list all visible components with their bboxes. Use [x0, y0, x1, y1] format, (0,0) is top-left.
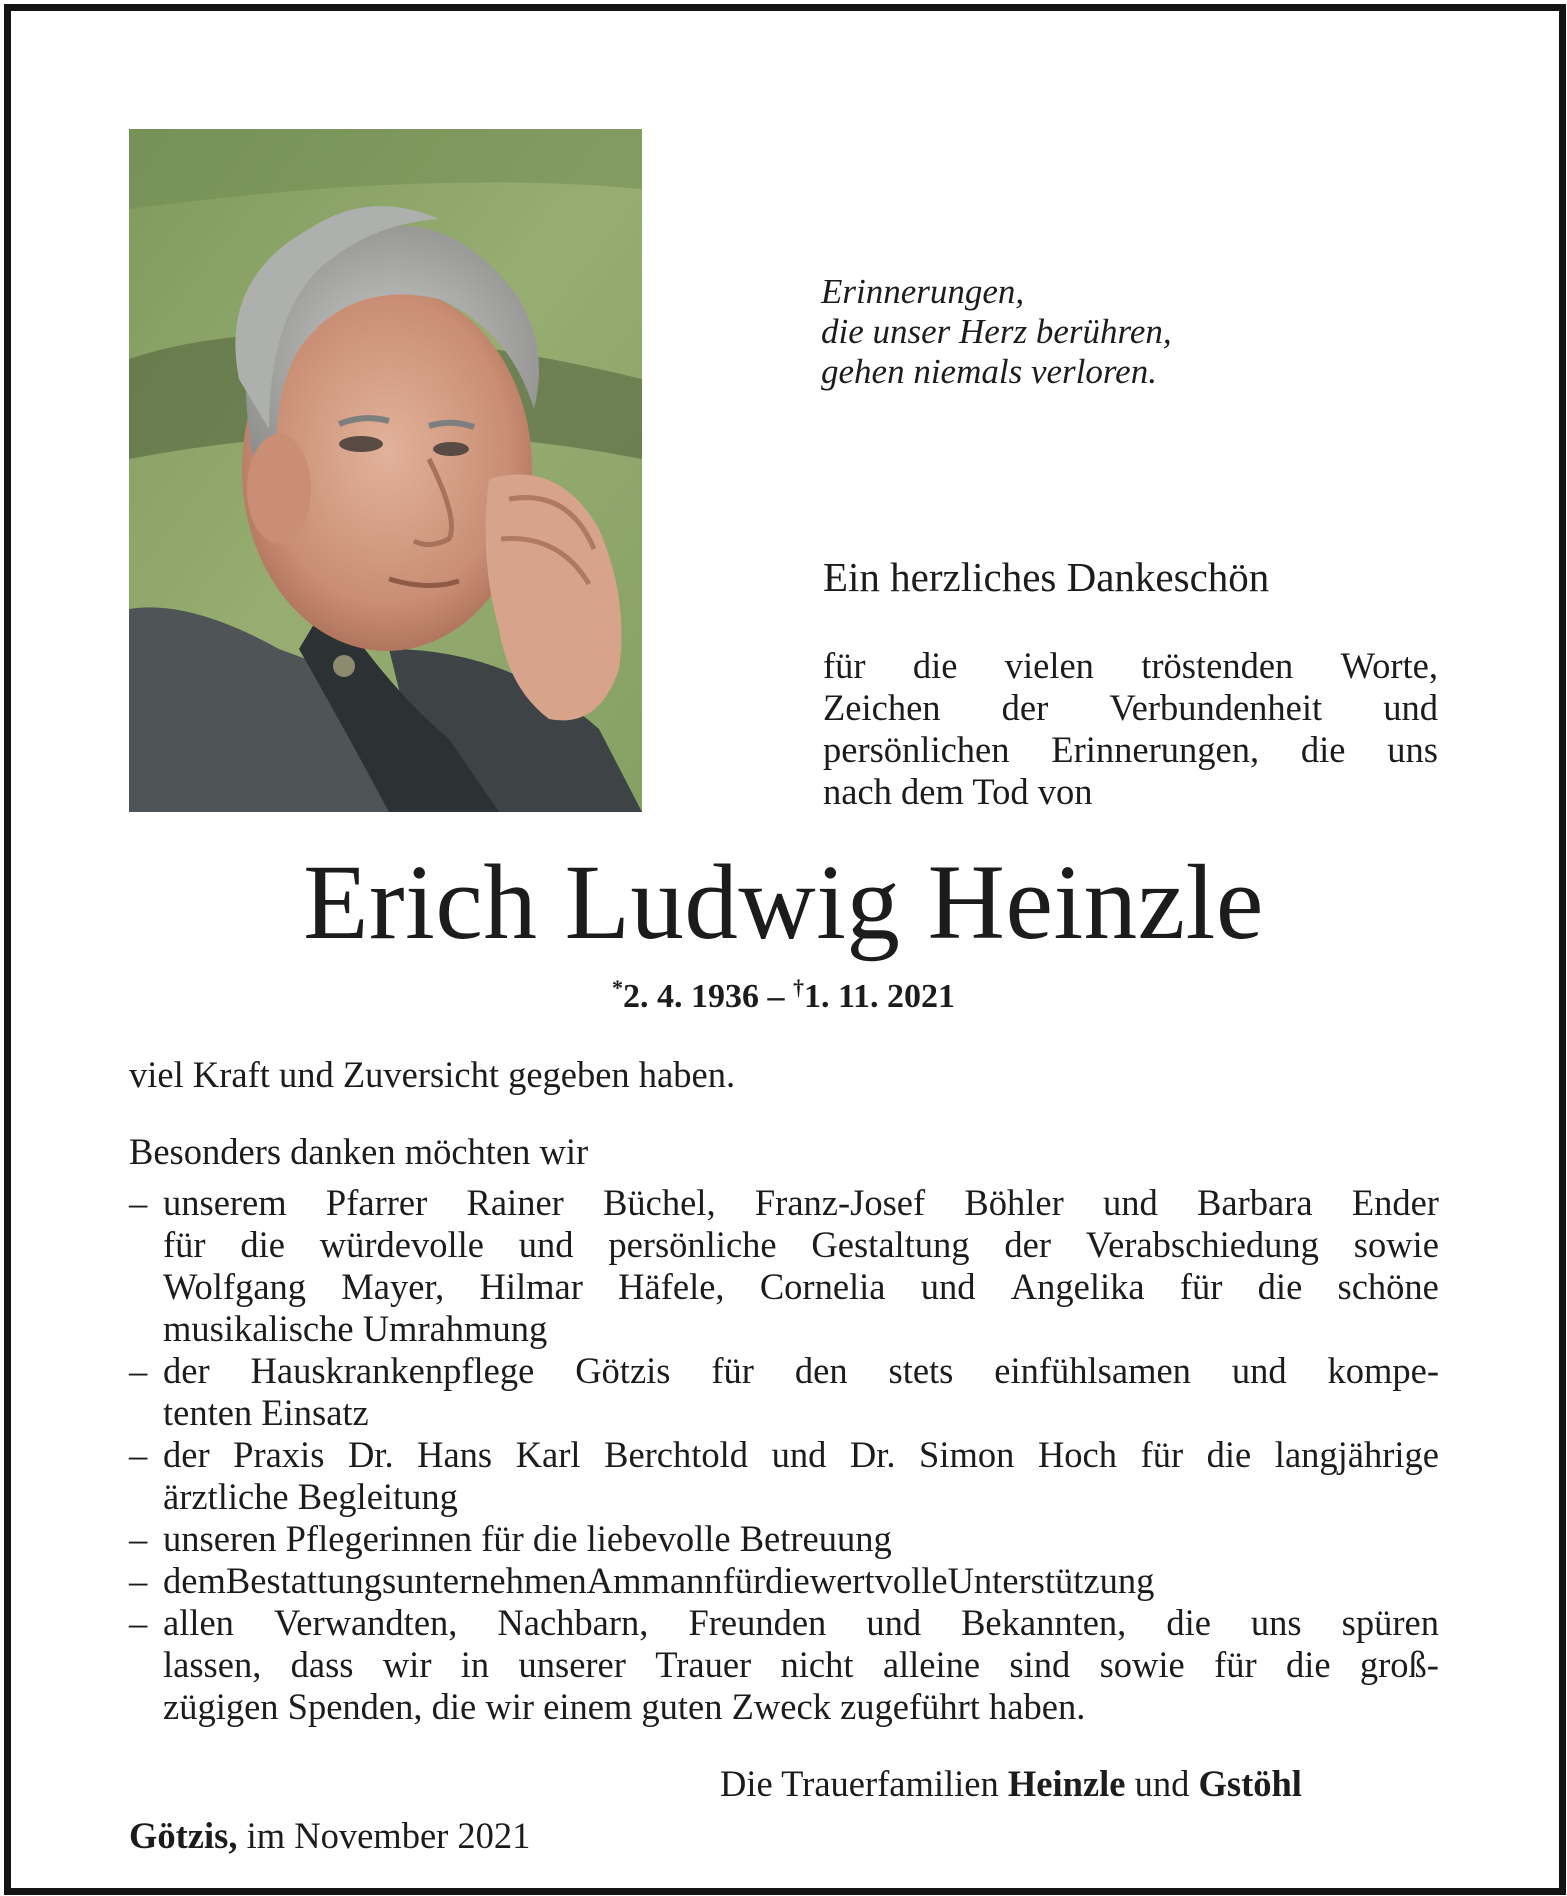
intro-line	[823, 771, 1438, 813]
word: Franz-Josef	[754, 1182, 926, 1223]
word: Verabschiedung	[1085, 1224, 1319, 1265]
word: Worte,	[1340, 645, 1438, 686]
word: der	[1001, 687, 1049, 728]
word: Dr.	[347, 1434, 394, 1475]
word: Ammann	[586, 1560, 723, 1601]
word: Hilmar	[479, 1266, 583, 1307]
word: groß-	[1359, 1644, 1439, 1685]
word: für	[711, 1350, 754, 1391]
word: dass	[290, 1644, 354, 1685]
place-date	[129, 1814, 530, 1857]
word: sowie	[1099, 1644, 1185, 1685]
thanks-item-line	[163, 1434, 1439, 1476]
thanks-list	[129, 1182, 1439, 1728]
word: langjährige	[1274, 1434, 1439, 1475]
word: die	[240, 1224, 285, 1265]
word: Dr.	[849, 1434, 896, 1475]
word: in	[460, 1644, 490, 1685]
thanks-item-line	[163, 1560, 1439, 1602]
word: unserem	[163, 1182, 287, 1223]
word: und	[920, 1266, 976, 1307]
bullet-dash: –	[129, 1350, 148, 1391]
word: Karl	[515, 1434, 581, 1475]
word: Zeichen	[823, 687, 941, 728]
birth-date: 2. 4. 1936	[622, 978, 759, 1015]
word: die	[912, 645, 958, 686]
deceased-name: Erich Ludwig Heinzle	[303, 844, 1264, 962]
word: Freunden	[688, 1602, 827, 1643]
thanks-item	[129, 1182, 1439, 1350]
word: Hans	[417, 1434, 493, 1475]
continuation-text: viel Kraft und Zuversicht gegeben haben.	[129, 1054, 736, 1095]
thanks-item-line	[163, 1308, 1439, 1350]
thanks-item	[129, 1560, 1439, 1602]
word: zügigen Spenden, die wir einem guten Zweck zugeführt haben.	[163, 1686, 1086, 1727]
word: der	[1004, 1224, 1051, 1265]
word: für	[1140, 1434, 1184, 1475]
word: allen	[163, 1602, 234, 1643]
word: der	[163, 1350, 210, 1391]
word: die	[1300, 729, 1346, 770]
word: Böhler	[964, 1182, 1064, 1223]
thanks-item-line	[163, 1518, 1439, 1560]
word: uns	[1250, 1602, 1302, 1643]
word: für	[163, 1224, 206, 1265]
word: Praxis	[233, 1434, 325, 1475]
word: wir	[382, 1644, 432, 1685]
word: Gestaltung	[811, 1224, 970, 1265]
thanks-item-line	[163, 1350, 1439, 1392]
date: im November 2021	[246, 1815, 531, 1856]
thanks-heading: Ein herzliches Dankeschön	[823, 554, 1270, 600]
word: Häfele,	[618, 1266, 725, 1307]
bullet-dash: –	[129, 1560, 148, 1601]
bullet-dash: –	[129, 1518, 148, 1559]
word: und	[866, 1602, 922, 1643]
place: Götzis,	[129, 1815, 238, 1856]
thank-lead: Besonders danken möchten wir	[129, 1131, 589, 1172]
word: für	[1214, 1644, 1257, 1685]
word: Hauskrankenpflege	[250, 1350, 535, 1391]
word: die	[1257, 1266, 1303, 1307]
word: und	[1383, 687, 1438, 728]
signature-prefix: Die Trauerfamilien	[720, 1763, 999, 1804]
word: vielen	[1004, 645, 1094, 686]
thanks-item	[129, 1518, 1439, 1560]
family-name-gstoehl: Gstöhl	[1198, 1763, 1302, 1804]
thanks-item-line	[163, 1182, 1439, 1224]
word: würdevolle	[319, 1224, 484, 1265]
word: ärztliche Begleitung	[163, 1476, 458, 1517]
thanks-item-line	[163, 1602, 1439, 1644]
word: und	[771, 1434, 827, 1475]
word: uns	[1387, 729, 1438, 770]
bullet-dash: –	[129, 1602, 148, 1643]
word: unseren Pflegerinnen für die liebevolle Betreuung	[163, 1518, 892, 1559]
word: Ender	[1351, 1182, 1439, 1223]
motto-line: Erinnerungen,	[821, 272, 1025, 311]
word: Rainer	[466, 1182, 564, 1223]
word: tenten Einsatz	[163, 1392, 369, 1433]
word: Barbara	[1197, 1182, 1313, 1223]
word: stets	[888, 1350, 954, 1391]
word: nach dem Tod von	[823, 771, 1093, 812]
bullet-dash: –	[129, 1434, 148, 1475]
intro-line	[823, 729, 1438, 771]
word: Verwandten,	[273, 1602, 458, 1643]
word: nicht	[780, 1644, 854, 1685]
word: persönliche	[608, 1224, 777, 1265]
word: für	[823, 645, 866, 686]
word: dem	[163, 1560, 226, 1601]
motto-line: die unser Herz berühren,	[821, 312, 1172, 351]
word: sind	[1009, 1644, 1071, 1685]
word: alleine	[882, 1644, 981, 1685]
word: wertvolle	[809, 1560, 948, 1601]
word: Pfarrer	[325, 1182, 428, 1223]
intro-paragraph	[823, 645, 1438, 813]
word: und	[1103, 1182, 1158, 1223]
word: der	[163, 1434, 210, 1475]
word: musikalische Umrahmung	[163, 1308, 548, 1349]
word: den	[794, 1350, 848, 1391]
intro-line	[823, 645, 1438, 687]
motto-line: gehen niemals verloren.	[821, 352, 1157, 391]
word: persönlichen	[823, 729, 1010, 770]
word: Berchtold	[604, 1434, 749, 1475]
thanks-item-line	[163, 1266, 1439, 1308]
word: Verbundenheit	[1109, 687, 1323, 728]
word: die	[1166, 1602, 1211, 1643]
word: schöne	[1337, 1266, 1439, 1307]
thanks-item	[129, 1602, 1439, 1728]
word: Götzis	[575, 1350, 671, 1391]
word: tröstenden	[1141, 645, 1294, 686]
word: einfühlsamen	[994, 1350, 1191, 1391]
motto	[821, 272, 1172, 392]
word: spüren	[1341, 1602, 1439, 1643]
thanks-item-line	[163, 1644, 1439, 1686]
word: Erinnerungen,	[1051, 729, 1260, 770]
word: für	[722, 1560, 766, 1601]
word: Simon	[919, 1434, 1015, 1475]
word: Unterstützung	[947, 1560, 1155, 1601]
thanks-item-line	[163, 1686, 1439, 1728]
word: die	[765, 1560, 810, 1601]
thanks-item	[129, 1434, 1439, 1518]
signature-joiner: und	[1134, 1763, 1190, 1804]
word: die	[1285, 1644, 1331, 1685]
word: unserer	[518, 1644, 626, 1685]
word: Mayer,	[341, 1266, 445, 1307]
word: Bekannten,	[961, 1602, 1127, 1643]
word: Bestattungsunternehmen	[225, 1560, 587, 1601]
thanks-item	[129, 1350, 1439, 1434]
thanks-item-line	[163, 1224, 1439, 1266]
birth-symbol: *	[611, 975, 623, 1000]
death-date: 1. 11. 2021	[803, 978, 956, 1015]
life-dates	[0, 975, 1567, 1016]
word: für	[1179, 1266, 1223, 1307]
family-name-heinzle: Heinzle	[1007, 1763, 1126, 1804]
thanks-item-line	[163, 1392, 1439, 1434]
word: Cornelia	[759, 1266, 886, 1307]
thanks-item-line	[163, 1476, 1439, 1518]
word: Büchel,	[603, 1182, 716, 1223]
word: die	[1206, 1434, 1252, 1475]
word: Angelika	[1010, 1266, 1145, 1307]
word: Trauer	[655, 1644, 752, 1685]
date-separator: –	[767, 978, 785, 1015]
word: Nachbarn,	[497, 1602, 649, 1643]
word: sowie	[1353, 1224, 1439, 1265]
portrait-photo	[129, 129, 642, 812]
bullet-dash: –	[129, 1182, 148, 1223]
intro-line	[823, 687, 1438, 729]
word: Hoch	[1037, 1434, 1117, 1475]
signature	[720, 1762, 1302, 1805]
word: lassen,	[163, 1644, 262, 1685]
portrait-image	[129, 129, 642, 812]
word: und	[518, 1224, 574, 1265]
word: und	[1231, 1350, 1287, 1391]
word: Wolfgang	[163, 1266, 307, 1307]
word: kompe-	[1327, 1350, 1439, 1391]
death-symbol: †	[792, 975, 804, 1000]
